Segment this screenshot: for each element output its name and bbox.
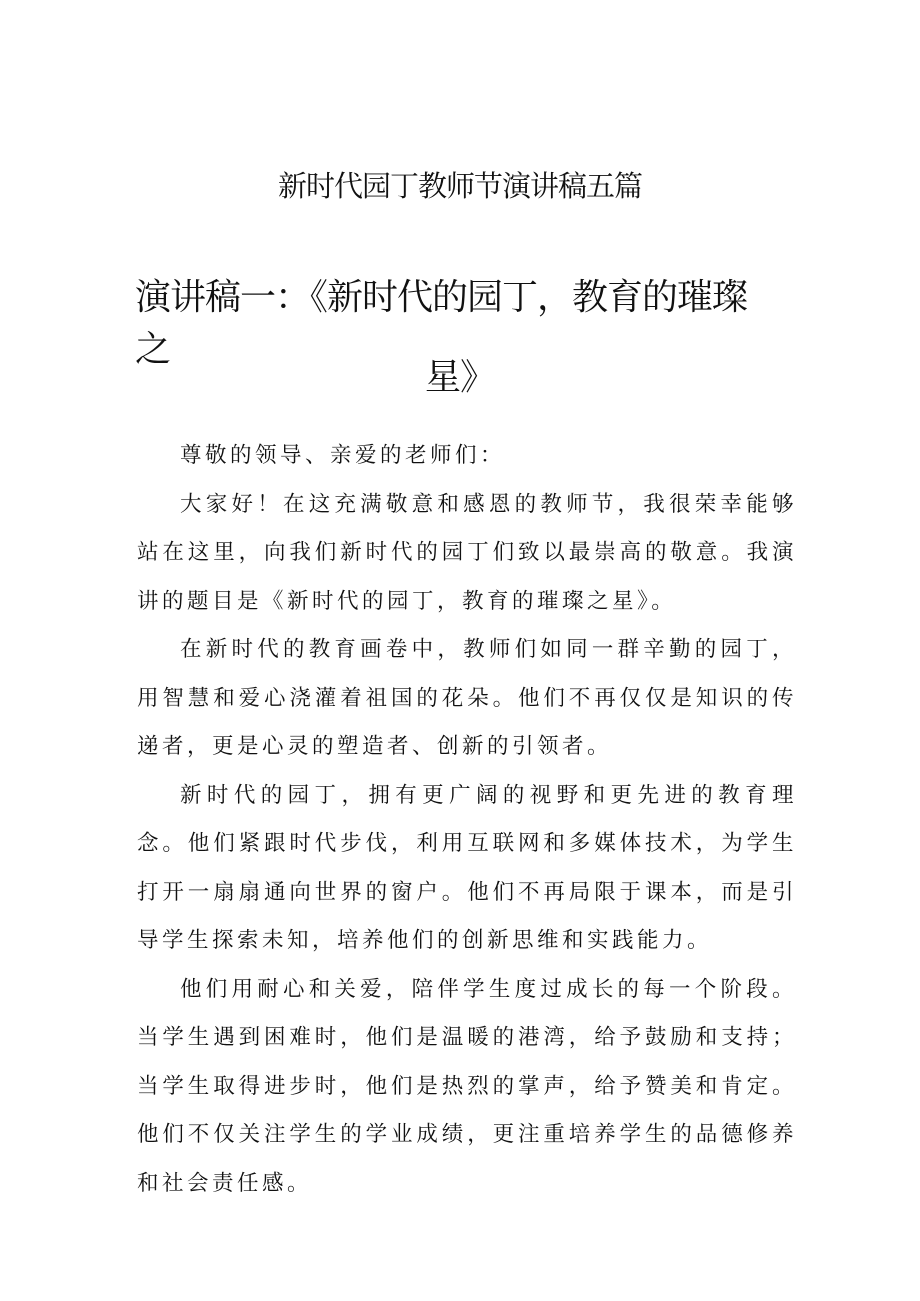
document-title: 新时代园丁教师节演讲稿五篇 — [277, 169, 642, 203]
speech-title: 演讲稿一：《新时代的园丁，教育的璀璨之 — [135, 277, 748, 370]
body-paragraph: 大家好！在这充满敬意和感恩的教师节，我很荣幸能够站在这里，向我们新时代的园丁们致以最崇高的敬意。我演讲的题目是《新时代的园丁，教育的璀璨之星》。 — [137, 491, 797, 614]
body-paragraph: 他们用耐心和关爱，陪伴学生度过成长的每一个阶段。当学生遇到困难时，他们是温暖的港湾，给予鼓励和支持；当学生取得进步时，他们是热烈的掌声，给予赞美和肯定。他们不仅关注学生的学业成绩，更注重培养学生的品德修养和社会责任感。 — [137, 976, 797, 1196]
speech-body — [137, 432, 797, 1208]
body-paragraph: 新时代的园丁，拥有更广阔的视野和更先进的教育理念。他们紧跟时代步伐，利用互联网和多媒体技术，为学生打开一扇扇通向世界的窗户。他们不再局限于课本，而是引导学生探索未知，培养他们的创新思维和实践能力。 — [137, 782, 797, 953]
body-paragraph: 在新时代的教育画卷中，教师们如同一群辛勤的园丁，用智慧和爱心浇灌着祖国的花朵。他们不再仅仅是知识的传递者，更是心灵的塑造者、创新的引领者。 — [137, 637, 797, 759]
salutation-paragraph: 尊敬的领导、亲爱的老师们： — [180, 443, 506, 468]
speech-title-continued: 星》 — [424, 357, 495, 398]
